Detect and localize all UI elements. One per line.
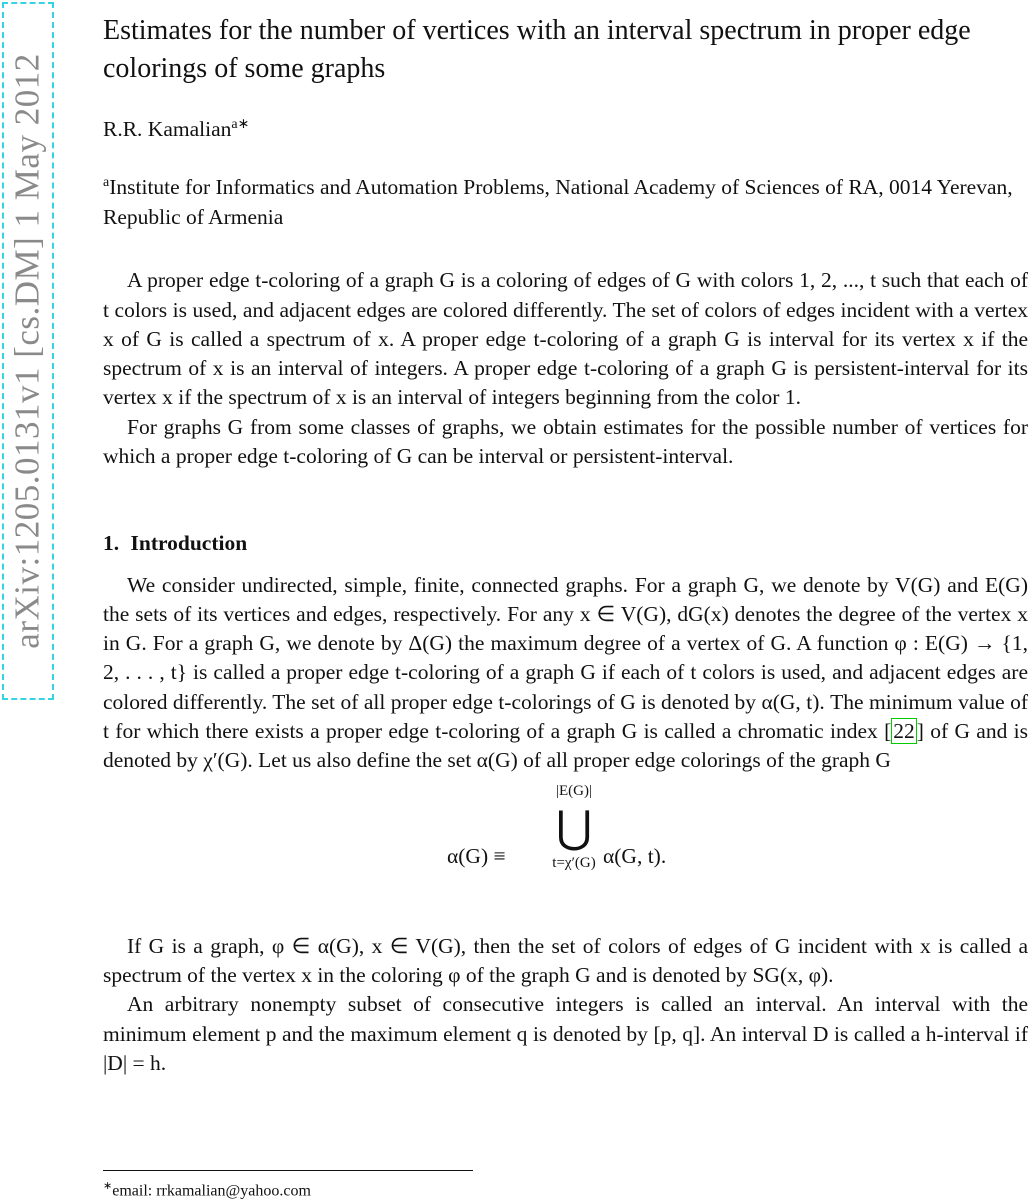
affiliation-text: Institute for Informatics and Automation Problems, National Academy of Sciences of RA, 0014 Yerevan, Republic of Armenia [103, 175, 1013, 229]
footnote-mark: ∗ [103, 1180, 113, 1192]
union-lower-limit: t=χ′(G) [552, 854, 596, 871]
arxiv-stamp[interactable] [2, 2, 54, 700]
equation-lhs: α(G) ≡ [447, 843, 506, 868]
author-name: R.R. Kamalian [103, 117, 232, 142]
affiliation [103, 168, 1028, 232]
paper-title: Estimates for the number of vertices with an interval spectrum in proper edge colorings of some graphs [103, 15, 971, 84]
section-number: 1. [103, 531, 120, 556]
abstract-paragraph-1: A proper edge t-coloring of a graph G is a coloring of edges of G with colors 1, 2, ..., t such that each of t colors is used, and adjacent edges are colored differently. The set of colors of edges incident with a vertex x of G is called a spectrum of x. A proper edge t-coloring of a graph G is interval for its vertex x if the spectrum of x is an interval of integers. A proper edge t-coloring of a graph G is persistent-interval for its vertex x if the spectrum of x is an interval of integers beginning from the color 1. [103, 268, 1028, 410]
big-cup-symbol: ⋃ [555, 802, 593, 852]
footnote-rule [103, 1170, 473, 1171]
affiliation-mark: a [103, 175, 110, 191]
intro-paragraph-2: If G is a graph, φ ∈ α(G), x ∈ V(G), then the set of colors of edges of G incident with x is called a spectrum of the vertex x in the coloring φ of the graph G and is denoted by SG(x, φ). [103, 933, 1028, 987]
display-equation [103, 782, 1028, 932]
abstract-paragraph-2: For graphs G from some classes of graphs, we obtain estimates for the possible number of vertices for which a proper edge t-coloring of G can be interval or persistent-interval. [103, 414, 1028, 468]
equation-rhs: α(G, t). [603, 843, 667, 868]
paper-page [103, 12, 1028, 1078]
abstract [103, 266, 1028, 471]
footnote [103, 1175, 311, 1202]
author-marks: a∗ [231, 117, 250, 132]
section-heading [103, 529, 1028, 558]
union-operator [539, 782, 609, 872]
arxiv-id: arXiv:1205.0131v1 [cs.DM] 1 May 2012 [8, 53, 47, 649]
union-upper-limit: |E(G)| [556, 782, 592, 799]
citation-link[interactable]: 22 [893, 719, 915, 744]
intro-paragraph-1 [103, 571, 1028, 776]
section-title: Introduction [130, 531, 248, 556]
author-line [103, 110, 1028, 144]
intro-paragraph-1-a: We consider undirected, simple, finite, connected graphs. For a graph G, we denote by V(G) and E(G) the sets of its vertices and edges, respectively. For any x ∈ V(G), dG(x) denotes the degree of the vertex x in G. For a graph G, we denote by Δ(G) the maximum degree of a vertex of G. A function φ : E(G) → {1, 2, . . . , t} is called a proper edge t-coloring of a graph G if each of t colors is used, and adjacent edges are colored differently. The set of all proper edge t-colorings of G is denoted by α(G, t). The minimum value of t for which there exists a proper edge t-coloring of a graph G is called a chromatic index [ [103, 572, 1028, 744]
intro-paragraph-3: An arbitrary nonempty subset of consecutive integers is called an interval. An interval with the minimum element p and the maximum element q is denoted by [p, q]. An interval D is called a h-interval if |D| = h. [103, 992, 1028, 1075]
intro-paragraph-1-b: ] of G and is denoted by χ′(G). Let us also define the set α(G) of all proper edge colorings of the graph G [103, 719, 1028, 773]
footnote-text: email: rrkamalian@yahoo.com [112, 1182, 311, 1200]
